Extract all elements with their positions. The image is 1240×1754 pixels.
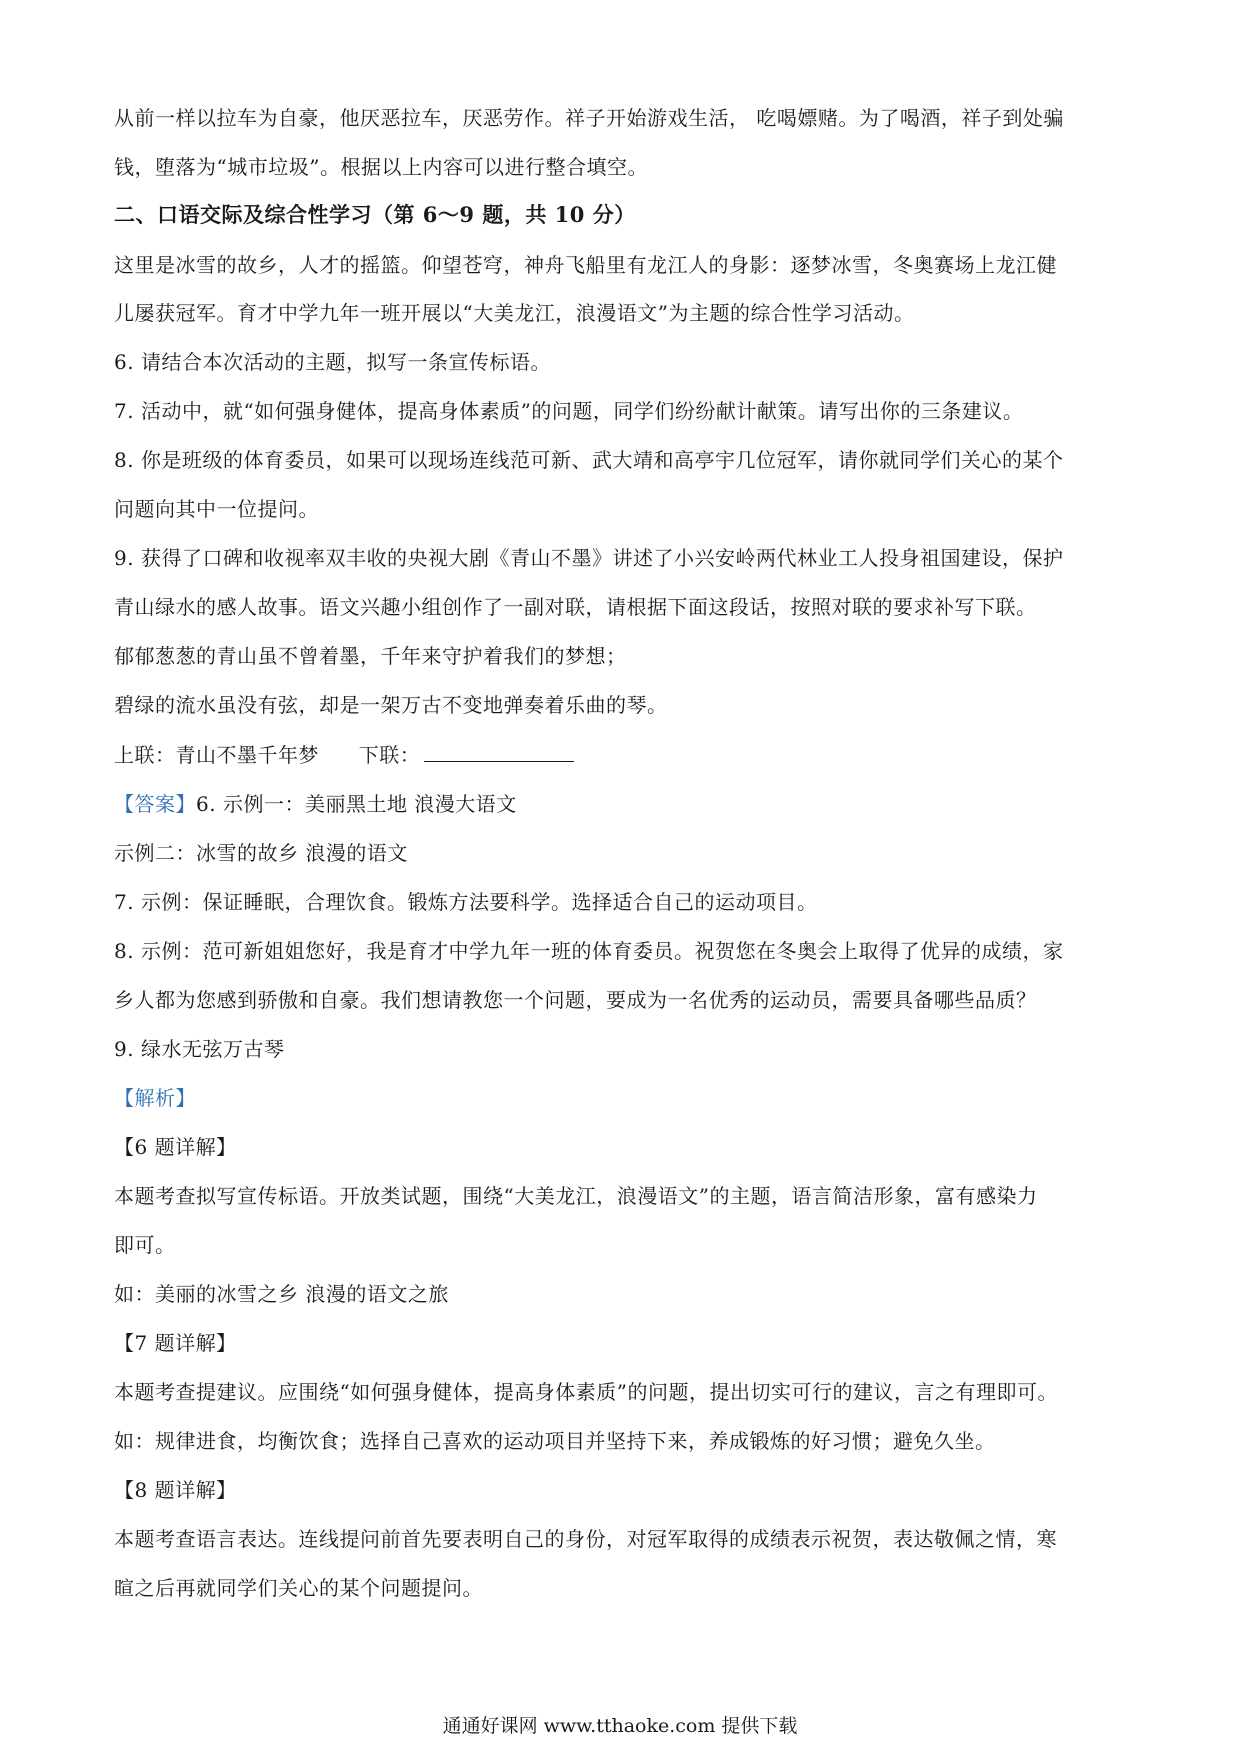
- couplet-lower-label: 下联：: [358, 743, 421, 767]
- section-intro: 这里是冰雪的故乡，人才的摇篮。仰望苍穹，神舟飞船里有龙江人的身影：逐梦冰雪，冬奥赛场上龙江健: [114, 253, 1057, 277]
- detail-6-text: 本题考查拟写宣传标语。开放类试题，围绕“大美龙江，浪漫语文”的主题，语言简洁形象，富有感染力: [114, 1184, 1038, 1208]
- answer-9: 9. 绿水无弦万古琴: [114, 1037, 285, 1061]
- paragraph-line: 钱，堕落为“城市垃圾”。根据以上内容可以进行整合填空。: [114, 155, 648, 179]
- detail-7-text: 本题考查提建议。应围绕“如何强身健体，提高身体素质”的问题，提出切实可行的建议，言之有理即可。: [114, 1380, 1058, 1404]
- detail-7-title: 【7 题详解】: [114, 1331, 237, 1355]
- question-9-passage: 郁郁葱葱的青山虽不曾着墨，千年来守护着我们的梦想；: [114, 644, 627, 668]
- question-9-passage: 碧绿的流水虽没有弦，却是一架万古不变地弹奏着乐曲的琴。: [114, 693, 668, 717]
- detail-8-text-cont: 暄之后再就同学们关心的某个问题提问。: [114, 1576, 483, 1600]
- paragraph-line: 从前一样以拉车为自豪，他厌恶拉车，厌恶劳作。祥子开始游戏生活， 吃喝嫖赌。为了喝酒，祥子到处骗: [114, 106, 1064, 130]
- answer-8-cont: 乡人都为您感到骄傲和自豪。我们想请教您一个问题，要成为一名优秀的运动员，需要具备哪些品质？: [114, 988, 1037, 1012]
- question-9: 9. 获得了口碑和收视率双丰收的央视大剧《青山不墨》讲述了小兴安岭两代林业工人投身祖国建设，保护: [114, 546, 1064, 570]
- question-9-cont: 青山绿水的感人故事。语文兴趣小组创作了一副对联，请根据下面这段话，按照对联的要求补写下联。: [114, 595, 1037, 619]
- answer-6-cont: 示例二：冰雪的故乡 浪漫的语文: [114, 841, 408, 865]
- detail-6-example: 如：美丽的冰雪之乡 浪漫的语文之旅: [114, 1282, 449, 1306]
- question-8-cont: 问题向其中一位提问。: [114, 497, 319, 521]
- answer-8: 8. 示例：范可新姐姐您好，我是育才中学九年一班的体育委员。祝贺您在冬奥会上取得了优异的成绩，家: [114, 939, 1064, 963]
- detail-7-example: 如：规律进食，均衡饮食；选择自己喜欢的运动项目并坚持下来，养成锻炼的好习惯；避免久坐。: [114, 1429, 996, 1453]
- detail-6-text-cont: 即可。: [114, 1233, 176, 1257]
- question-7: 7. 活动中，就“如何强身健体，提高身体素质”的问题，同学们纷纷献计献策。请写出你的三条建议。: [114, 399, 1024, 423]
- analysis-label: 【解析】: [114, 1086, 196, 1110]
- answer-6: 6. 示例一：美丽黑土地 浪漫大语文: [196, 792, 517, 816]
- question-8: 8. 你是班级的体育委员，如果可以现场连线范可新、武大靖和高亭宇几位冠军，请你就同学们关心的某个: [114, 448, 1064, 472]
- answer-label: 【答案】: [114, 792, 196, 816]
- question-6: 6. 请结合本次活动的主题，拟写一条宣传标语。: [114, 350, 551, 374]
- answer-blank: [424, 741, 574, 762]
- section-heading: 二、口语交际及综合性学习（第 6～9 题，共 10 分）: [114, 202, 636, 227]
- couplet-upper: 上联：青山不墨千年梦: [114, 743, 319, 767]
- answer-7: 7. 示例：保证睡眠，合理饮食。锻炼方法要科学。选择适合自己的运动项目。: [114, 890, 818, 914]
- couplet-line: [114, 740, 1140, 770]
- page-footer: 通通好课网 www.tthaoke.com 提供下载: [442, 1715, 798, 1737]
- answer-line: [114, 789, 1140, 819]
- section-intro: 儿屡获冠军。育才中学九年一班开展以“大美龙江，浪漫语文”为主题的综合性学习活动。: [114, 301, 915, 325]
- detail-8-title: 【8 题详解】: [114, 1478, 237, 1502]
- detail-6-title: 【6 题详解】: [114, 1135, 237, 1159]
- detail-8-text: 本题考查语言表达。连线提问前首先要表明自己的身份，对冠军取得的成绩表示祝贺，表达敬佩之情，寒: [114, 1527, 1057, 1551]
